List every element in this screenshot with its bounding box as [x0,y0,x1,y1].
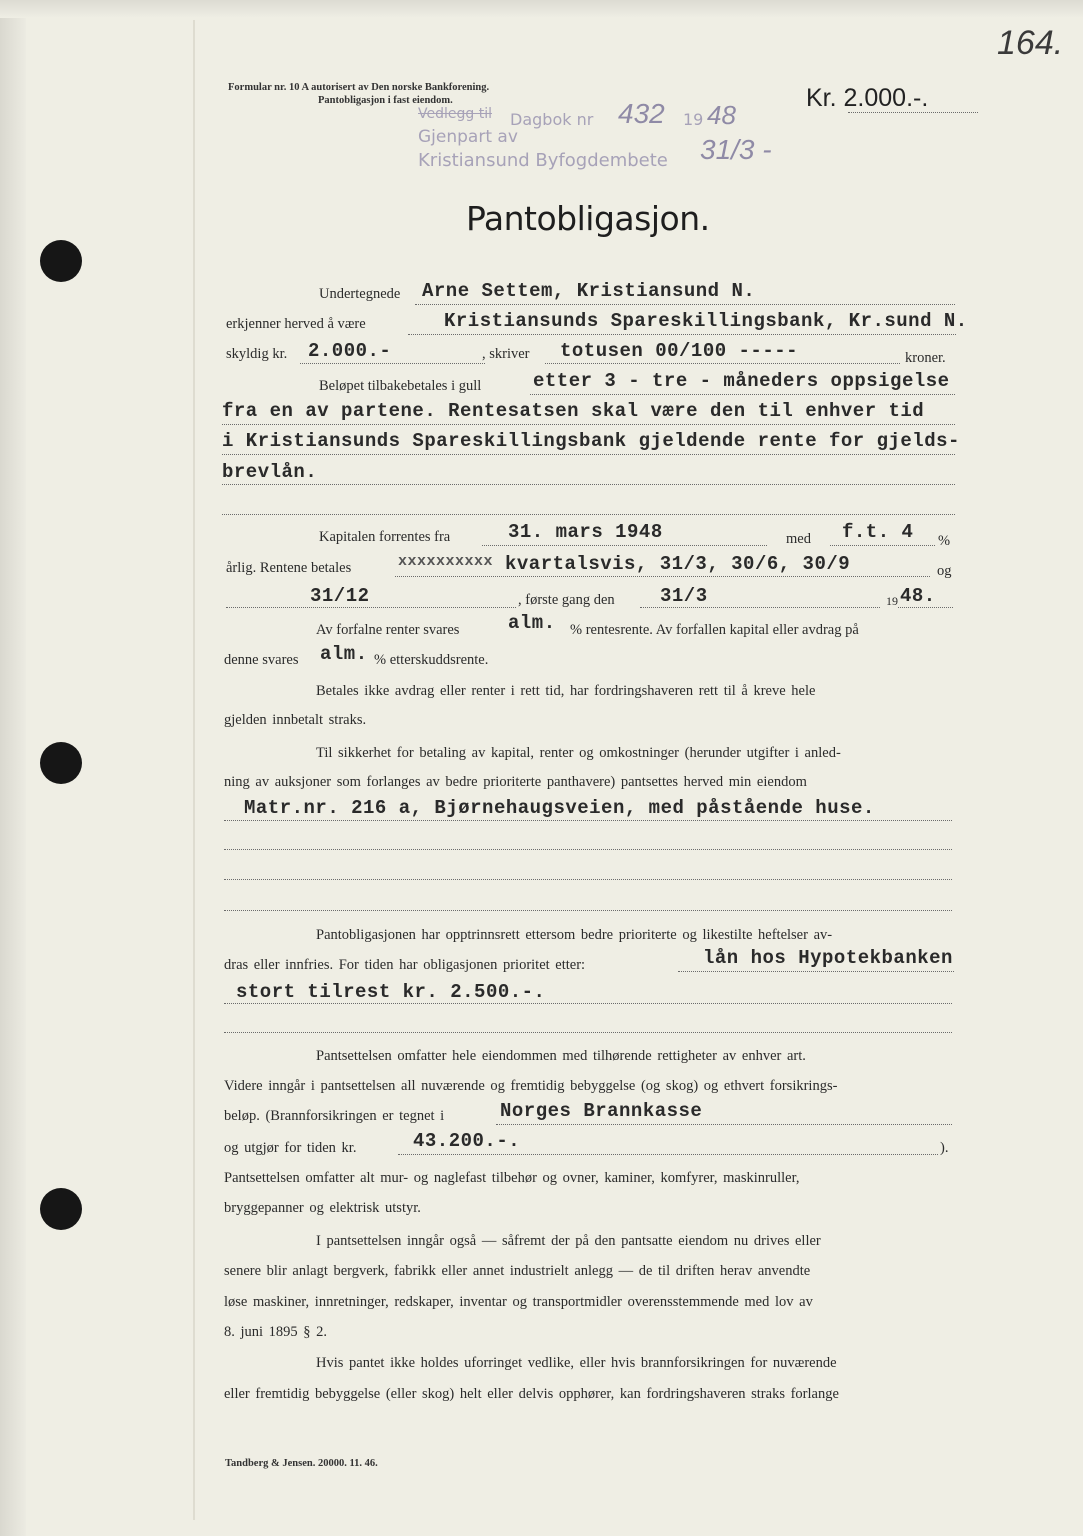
undertegnede-value: Arne Settem, Kristiansund N. [422,280,756,302]
fill-line [224,849,952,850]
stamp-year-prefix: 19 [683,110,704,129]
percent-sign: % [938,533,951,549]
med-label: med [786,531,811,547]
fill-line [408,334,956,335]
printer-footer: Tandberg & Jensen. 20000. 11. 46. [225,1458,378,1469]
skyldig-label: skyldig kr. [226,346,288,362]
fill-line [530,394,955,395]
fill-line [395,576,930,577]
punch-hole [40,240,82,282]
fill-line [830,545,935,546]
belopet-label: Beløpet tilbakebetales i gull [319,378,482,394]
fill-line [640,607,880,608]
page-number: 164. [997,24,1064,62]
kapital-label: Kapitalen forrentes fra [319,529,451,545]
fill-line [224,910,952,911]
industri-line-2: senere blir anlagt bergverk, fabrikk eller annet industrielt anlegg — de til driften herav anvendte [224,1263,811,1279]
form-line-1: Formular nr. 10 A autorisert av Den norske Bankforening. [228,82,490,93]
punch-hole [40,742,82,784]
fold-line [193,20,195,1520]
kapital-value: 31. mars 1948 [508,521,663,543]
tilbehor-line-2: bryggepanner og elektrisk utstyr. [224,1200,421,1216]
omfatter-line-3: beløp. (Brannforsikringen er tegnet i [224,1108,445,1124]
fill-line [415,304,955,305]
stamp-year: 48 [707,100,736,130]
stamp-dagbok: Dagbok nr [510,110,594,129]
skyldig-value: 2.000.- [308,340,392,362]
omfatter-line-2: Videre inngår i pantsettelsen all nuværende og fremtidig bebyggelse (og skog) og ethvert forsikrings- [224,1078,838,1094]
fill-line [226,607,516,608]
fill-line [224,879,952,880]
stamp-office: Kristiansund Byfogdembete [418,150,668,171]
denne-label: denne svares [224,652,299,668]
stamp-date: 31/3 - [700,134,772,165]
forste-label: , første gang den [518,592,615,608]
betales-line-1: Betales ikke avdrag eller renter i rett tid, har fordringshaveren rett til å kreve hele [316,683,816,699]
dato-value: 31/12 [310,585,370,607]
industri-line-3: løse maskiner, innretninger, redskaper, inventar og transportmidler overensstemmende med lov av [224,1294,813,1310]
belopet-typed-1: etter 3 - tre - måneders oppsigelse [533,370,950,392]
vedlike-line-2: eller fremtidig bebyggelse (eller skog) helt eller delvis opphører, kan fordringshaveren straks forlange [224,1386,839,1402]
fill-line [224,820,952,821]
stamp-dagbok-number: 432 [618,98,665,129]
fill-line [545,363,900,364]
eiendom-value: Matr.nr. 216 a, Bjørnehaugsveien, med påstående huse. [244,797,875,819]
fill-line [224,1032,952,1033]
erkjenner-label: erkjenner herved å være [226,316,366,332]
med-value: f.t. 4 [842,521,914,543]
betales-line-2: gjelden innbetalt straks. [224,712,367,728]
fill-line [300,363,485,364]
forfalne-value: alm. [508,612,556,634]
stamp-gjenpart: Gjenpart av [418,127,518,147]
skriver-label: , skriver [482,346,530,362]
punch-hole [40,1188,82,1230]
opptrinn-line-1: Pantobligasjonen har opptrinnsrett ettersom bedre prioriterte og likestilte heftelser av- [316,927,833,943]
fill-line [222,484,955,485]
stamp-line1-prefix: Vedlegg til [418,106,492,122]
undertegnede-label: Undertegnede [319,286,401,302]
belopet-typed-2: fra en av partene. Rentesatsen skal være den til enhver tid [222,400,925,422]
fill-line [898,607,953,608]
erkjenner-value: Kristiansunds Spareskillingsbank, Kr.sund N. [444,310,968,332]
arlig-struck: xxxxxxxxxx [398,553,494,570]
forfalne-rest: % rentesrente. Av forfallen kapital eller avdrag på [570,622,859,638]
forfalne-label: Av forfalne renter svares [316,622,460,638]
brann-value: Norges Brannkasse [500,1100,703,1122]
form-line-2: Pantobligasjon i fast eiendom. [318,95,453,106]
fill-line [222,514,955,515]
arlig-label: årlig. Rentene betales [226,560,352,576]
vedlike-line-1: Hvis pantet ikke holdes uforringet vedlike, eller hvis brannforsikringen for nuværende [316,1355,837,1371]
industri-line-1: I pantsettelsen inngår også — såfremt der på den pantsatte eiendom nu drives eller [316,1233,821,1249]
year-value: 48. [900,585,936,607]
prioritet-value-1: lån hos Hypotekbanken [703,947,953,969]
sikkerhet-line-1: Til sikkerhet for betaling av kapital, renter og omkostninger (herunder utgifter i anled- [316,745,841,761]
fill-line [482,545,767,546]
omfatter-line-1: Pantsettelsen omfatter hele eiendommen med tilhørende rettigheter av enhver art. [316,1048,806,1064]
kroner-label: kroner. [905,350,946,366]
utgjor-label: og utgjør for tiden kr. [224,1140,357,1156]
denne-rest: % etterskuddsrente. [374,652,489,668]
fill-line [222,454,955,455]
sikkerhet-line-2: ning av auksjoner som forlanges av bedre prioriterte panthavere) pantsettes herved min eiendom [224,774,807,790]
denne-value: alm. [320,643,368,665]
amount-header: Kr. 2.000.-. [806,84,929,112]
fill-line [224,1003,952,1004]
og-label: og [937,563,952,579]
belopet-typed-4: brevlån. [222,461,318,483]
year-prefix: 19 [886,594,898,608]
utgjor-value: 43.200.-. [413,1130,521,1152]
fill-line [496,1124,952,1125]
document-title: Pantobligasjon. [466,199,710,238]
belopet-typed-3: i Kristiansunds Spareskillingsbank gjeldende rente for gjelds- [222,430,960,452]
arlig-value: kvartalsvis, 31/3, 30/6, 30/9 [505,553,851,575]
industri-line-4: 8. juni 1895 § 2. [224,1324,328,1340]
utgjor-close: ). [940,1140,949,1156]
fill-line [222,424,955,425]
prioritet-value-2: stort tilrest kr. 2.500.-. [236,981,546,1003]
forste-value: 31/3 [660,585,708,607]
opptrinn-line-2: dras eller innfries. For tiden har obligasjonen prioritet etter: [224,957,586,973]
scan-edge [0,0,26,1536]
fill-line [398,1154,938,1155]
tilbehor-line-1: Pantsettelsen omfatter alt mur- og naglefast tilbehør og ovner, kaminer, komfyrer, maskinruller, [224,1170,800,1186]
fill-line [678,971,954,972]
amount-line [848,112,978,113]
skriver-value: totusen 00/100 ----- [560,340,799,362]
scan-edge-top [0,0,1083,18]
